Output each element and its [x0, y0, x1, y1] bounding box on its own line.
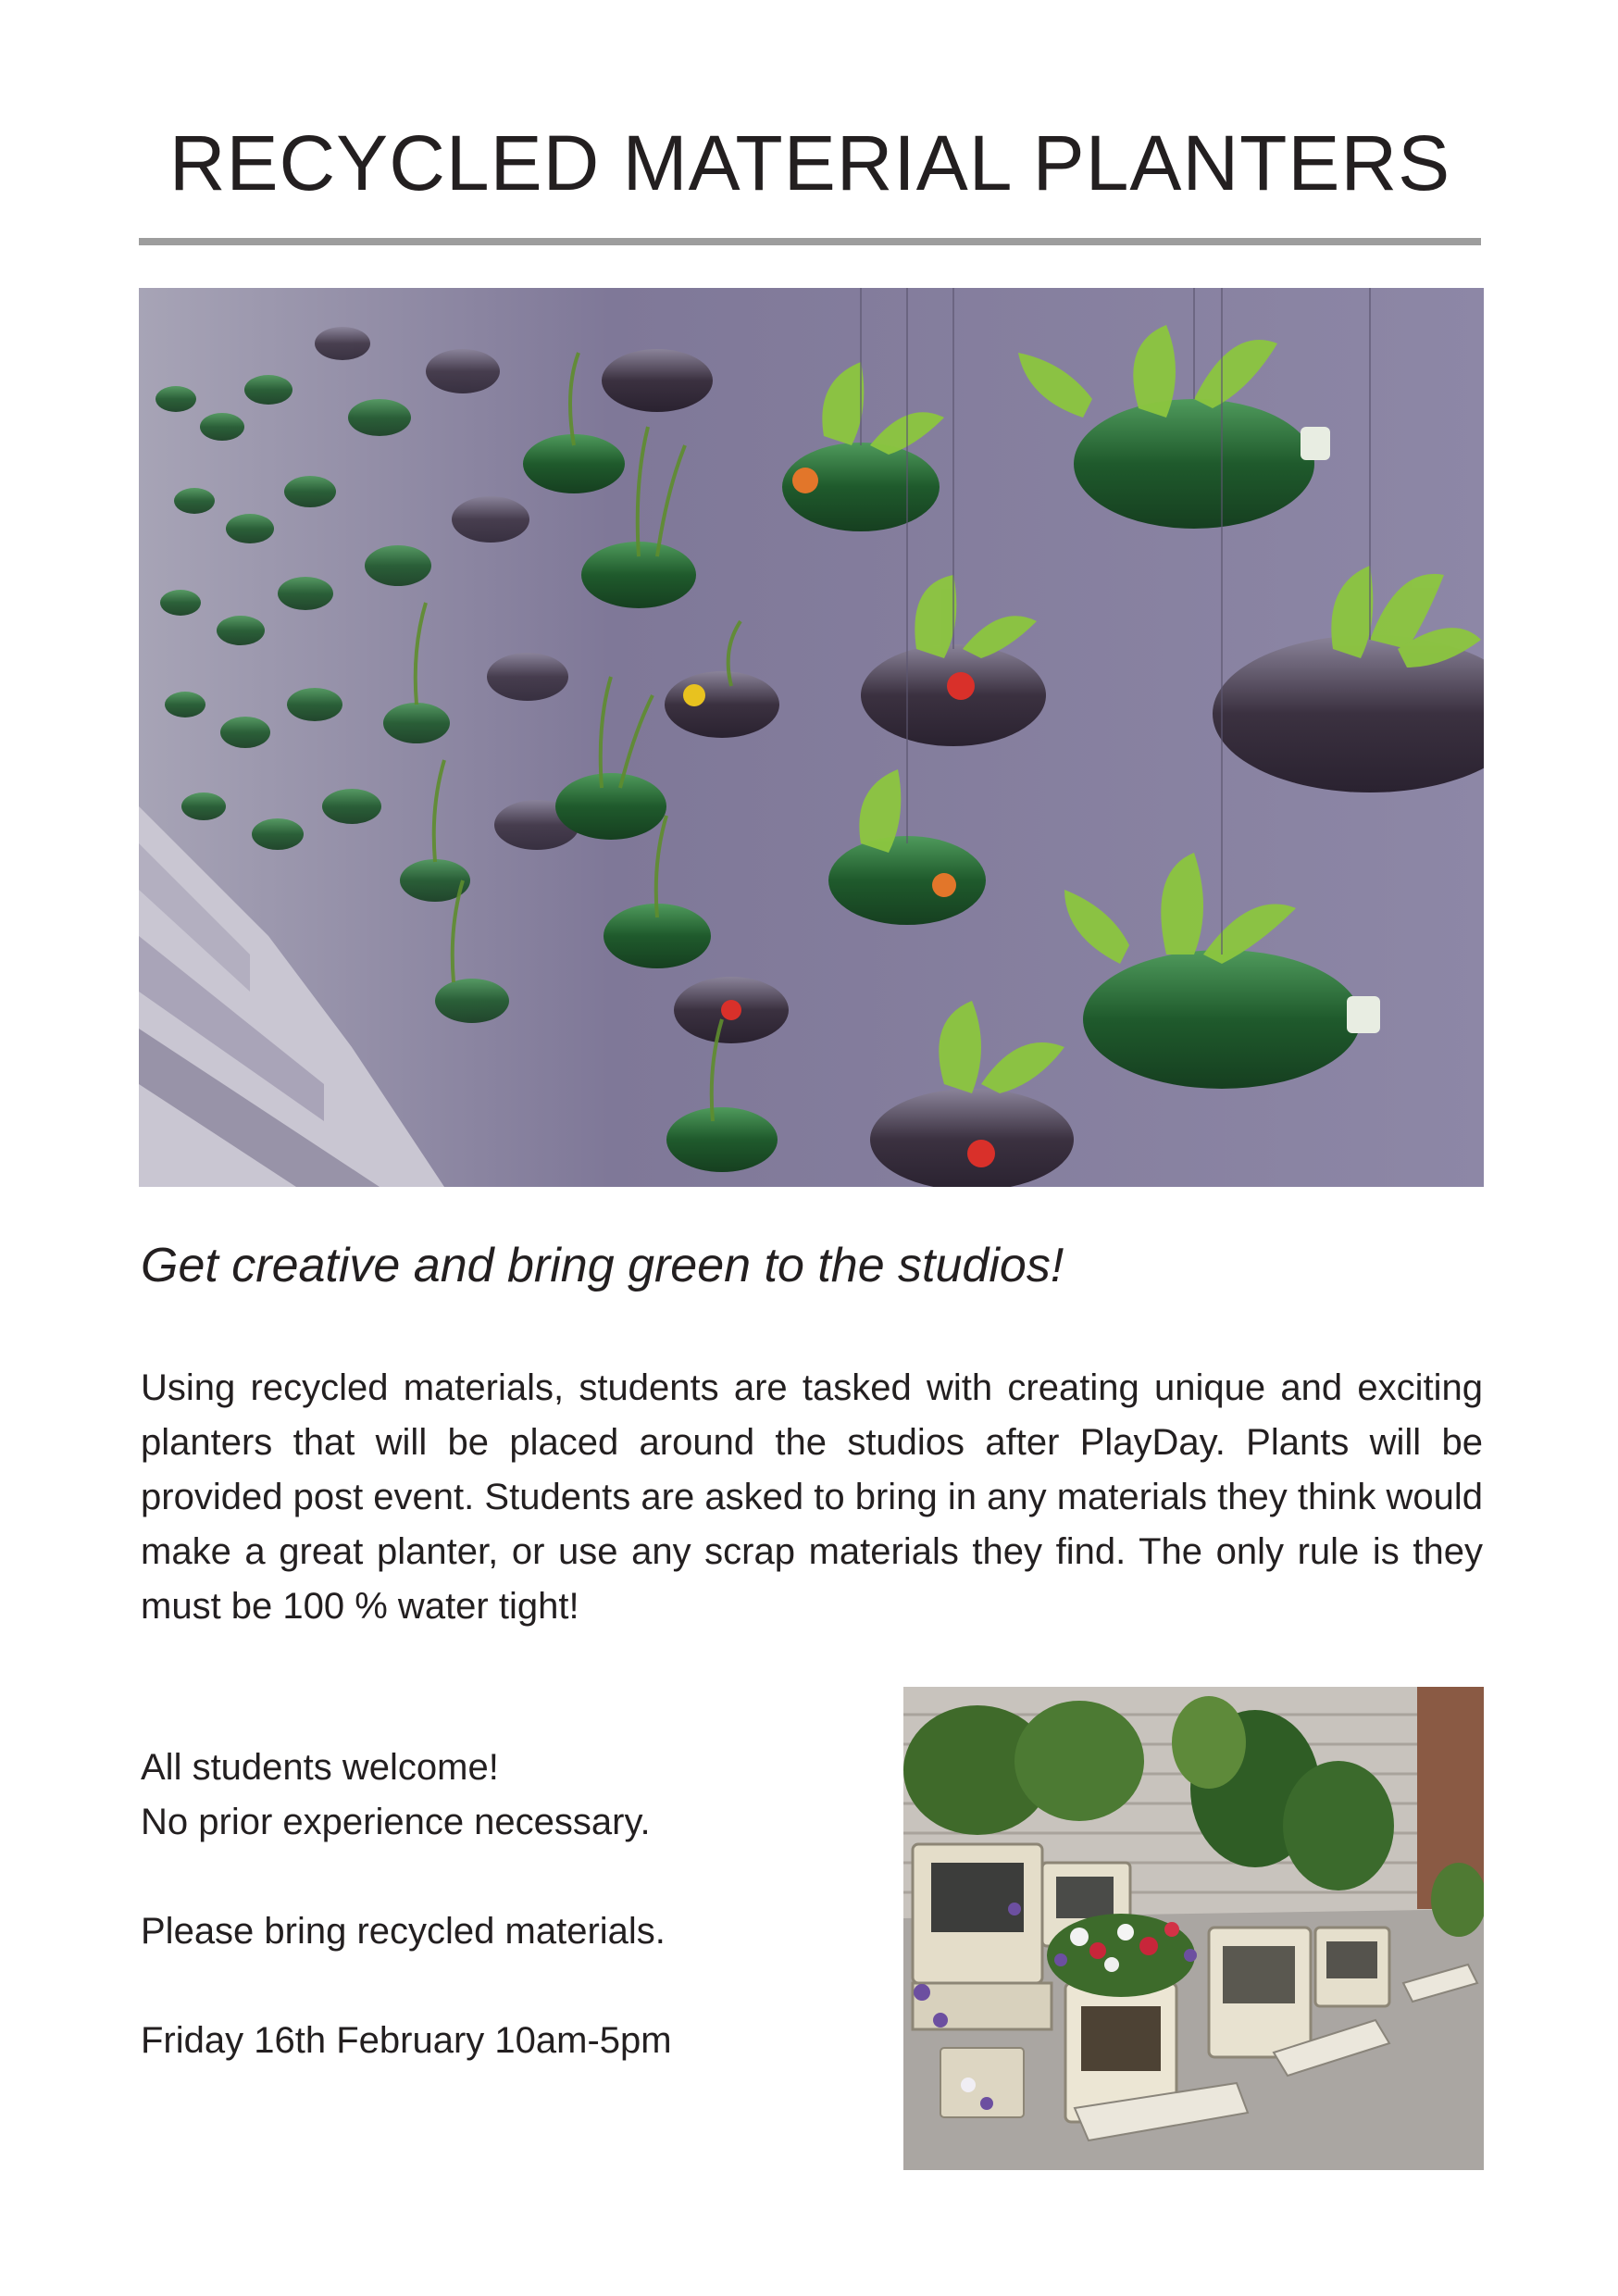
event-date-time: Friday 16th February 10am-5pm [141, 2020, 672, 2061]
page-title: RECYCLED MATERIAL PLANTERS [168, 119, 1451, 206]
experience-line: No prior experience necessary. [141, 1802, 651, 1842]
welcome-line: All students welcome! [141, 1747, 499, 1788]
event-info [141, 1741, 863, 2068]
computer-planters-photo [903, 1687, 1484, 2170]
bring-materials-line: Please bring recycled materials. [141, 1911, 666, 1952]
description-paragraph: Using recycled materials, students are tasked with creating unique and exciting planters that will be placed around the studios after PlayDay. Plants will be provided post event. Students are asked to bring in any materials they think would make a great planter, or use any scrap materials they find. The only rule is they must be 100 % water tight! [141, 1367, 1483, 1627]
tagline: Get creative and bring green to the studios! [141, 1239, 1064, 1292]
info-spacer [141, 1959, 863, 2014]
title-divider [139, 238, 1481, 245]
info-spacer [141, 1850, 863, 1904]
bottle-wall-photo [139, 288, 1484, 1187]
